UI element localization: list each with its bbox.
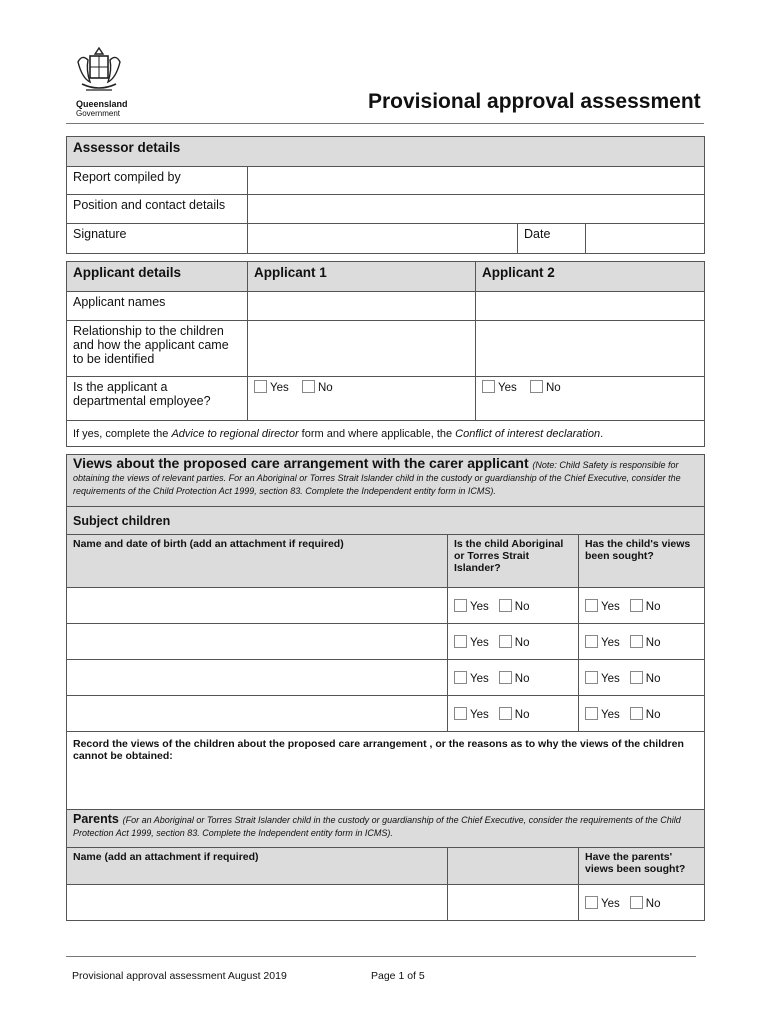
- child-name-field[interactable]: [67, 588, 448, 624]
- report-compiled-by-field[interactable]: [248, 167, 705, 195]
- header-rule: [66, 123, 704, 124]
- parent-views-sought-column-header: Have the parents' views been sought?: [579, 848, 705, 885]
- date-label: Date: [518, 224, 586, 254]
- assessor-details-table: [66, 136, 705, 254]
- signature-label: Signature: [67, 224, 248, 254]
- child-views-yes-checkbox[interactable]: [585, 707, 598, 720]
- child-atsi-no-checkbox[interactable]: [499, 635, 512, 648]
- applicant-1-employee-no-checkbox[interactable]: [302, 380, 315, 393]
- parent-row: [67, 885, 705, 921]
- applicant-names-label: Applicant names: [67, 292, 248, 321]
- child-name-field[interactable]: [67, 660, 448, 696]
- no-label: No: [645, 600, 661, 613]
- applicant-1-heading: Applicant 1: [248, 262, 476, 292]
- child-atsi-column-header: Is the child Aboriginal or Torres Strait Islander?: [448, 535, 579, 588]
- child-name-column-header: Name and date of birth (add an attachment if required): [67, 535, 448, 588]
- child-name-field[interactable]: [67, 696, 448, 732]
- child-views-sought-column-header: Has the child's views been sought?: [579, 535, 705, 588]
- employee-label: Is the applicant a departmental employee?: [67, 377, 248, 421]
- views-table: [66, 454, 705, 921]
- views-heading-cell: [67, 455, 705, 507]
- applicant-2-names-field[interactable]: [476, 292, 705, 321]
- child-atsi-no-checkbox[interactable]: [499, 599, 512, 612]
- applicant-2-heading: Applicant 2: [476, 262, 705, 292]
- page-title: Provisional approval assessment: [368, 90, 701, 113]
- views-heading: Views about the proposed care arrangement with the carer applicant: [73, 455, 529, 471]
- parents-heading-cell: [67, 810, 705, 848]
- coat-of-arms-icon: [70, 44, 128, 98]
- no-label: No: [545, 382, 561, 394]
- no-label: No: [645, 636, 661, 649]
- parent-views-no-checkbox[interactable]: [630, 896, 643, 909]
- signature-field[interactable]: [248, 224, 518, 254]
- parent-name-column-header: Name (add an attachment if required): [67, 848, 448, 885]
- child-atsi-no-checkbox[interactable]: [499, 671, 512, 684]
- applicant-1-relationship-field[interactable]: [248, 321, 476, 377]
- no-label: No: [317, 382, 333, 394]
- no-label: No: [645, 672, 661, 685]
- child-atsi-yes-checkbox[interactable]: [454, 599, 467, 612]
- footer-rule: [66, 956, 696, 957]
- if-yes-period: .: [600, 427, 604, 440]
- yes-label: Yes: [470, 672, 489, 685]
- parent-extra-field[interactable]: [448, 885, 579, 921]
- queensland-government-logo: [70, 44, 140, 120]
- yes-label: Yes: [601, 897, 620, 910]
- applicant-details-table: [66, 261, 705, 447]
- child-views-no-checkbox[interactable]: [630, 599, 643, 612]
- advice-form-link-text: Advice to regional director: [171, 427, 299, 440]
- applicant-1-employee-yes-checkbox[interactable]: [254, 380, 267, 393]
- position-contact-label: Position and contact details: [67, 195, 248, 224]
- relationship-label: Relationship to the children and how the applicant came to be identified: [67, 321, 248, 377]
- child-views-yes-checkbox[interactable]: [585, 599, 598, 612]
- applicant-2-employee-no-checkbox[interactable]: [530, 380, 543, 393]
- yes-label: Yes: [270, 382, 289, 394]
- logo-text-queensland: Queensland: [76, 99, 128, 109]
- child-name-field[interactable]: [67, 624, 448, 660]
- child-row: [67, 696, 705, 732]
- children-views-prompt: Record the views of the children about the proposed care arrangement , or the reasons as to why the views of the children cannot be obtained:: [73, 738, 684, 762]
- date-field[interactable]: [586, 224, 705, 254]
- report-compiled-by-label: Report compiled by: [67, 167, 248, 195]
- parent-name-field[interactable]: [67, 885, 448, 921]
- applicant-1-names-field[interactable]: [248, 292, 476, 321]
- yes-label: Yes: [601, 672, 620, 685]
- yes-label: Yes: [498, 382, 517, 394]
- children-views-record-field[interactable]: [67, 732, 705, 810]
- applicant-details-heading: Applicant details: [67, 262, 248, 292]
- no-label: No: [645, 708, 661, 721]
- child-views-no-checkbox[interactable]: [630, 635, 643, 648]
- parents-heading: Parents: [73, 812, 119, 826]
- parent-blank-column-header: [448, 848, 579, 885]
- yes-label: Yes: [601, 636, 620, 649]
- position-contact-field[interactable]: [248, 195, 705, 224]
- child-atsi-yes-checkbox[interactable]: [454, 635, 467, 648]
- no-label: No: [514, 636, 530, 649]
- child-atsi-yes-checkbox[interactable]: [454, 707, 467, 720]
- child-views-yes-checkbox[interactable]: [585, 635, 598, 648]
- footer-page-number: Page 1 of 5: [371, 970, 425, 982]
- views-note: (Note: Child Safety is responsible for obtaining the views of relevant parties. For an Aboriginal or Torres Strait Islander child in the custody or guardianship of the Chief Executive, consider the requirements of the Child Protection Act 1999, section 83. Complete the Independent entity form in ICMS).: [73, 460, 681, 496]
- yes-label: Yes: [601, 708, 620, 721]
- yes-label: Yes: [470, 708, 489, 721]
- child-views-yes-checkbox[interactable]: [585, 671, 598, 684]
- conflict-declaration-text: Conflict of interest declaration: [455, 427, 601, 440]
- if-yes-text-2: form and where applicable, the: [298, 427, 456, 440]
- yes-label: Yes: [470, 600, 489, 613]
- applicant-2-relationship-field[interactable]: [476, 321, 705, 377]
- footer-document-title: Provisional approval assessment August 2019: [72, 970, 287, 982]
- child-row: [67, 624, 705, 660]
- child-row: [67, 660, 705, 696]
- assessor-details-heading: Assessor details: [67, 137, 705, 167]
- child-views-no-checkbox[interactable]: [630, 671, 643, 684]
- child-row: [67, 588, 705, 624]
- parents-note: (For an Aboriginal or Torres Strait Islander child in the custody or guardianship of the Chief Executive, consider the requirements of the Child Protection Act 1999, section 83. Complete the Independent entity form in ICMS).: [73, 815, 681, 838]
- if-yes-text: If yes, complete the: [73, 427, 172, 440]
- no-label: No: [645, 897, 661, 910]
- applicant-2-employee-yes-checkbox[interactable]: [482, 380, 495, 393]
- parent-views-yes-checkbox[interactable]: [585, 896, 598, 909]
- no-label: No: [514, 672, 530, 685]
- child-atsi-no-checkbox[interactable]: [499, 707, 512, 720]
- subject-children-heading: Subject children: [67, 507, 705, 535]
- yes-label: Yes: [470, 636, 489, 649]
- logo-text-government: Government: [76, 109, 121, 118]
- if-yes-instruction: [67, 421, 705, 447]
- no-label: No: [514, 708, 530, 721]
- child-views-no-checkbox[interactable]: [630, 707, 643, 720]
- child-atsi-yes-checkbox[interactable]: [454, 671, 467, 684]
- yes-label: Yes: [601, 600, 620, 613]
- no-label: No: [514, 600, 530, 613]
